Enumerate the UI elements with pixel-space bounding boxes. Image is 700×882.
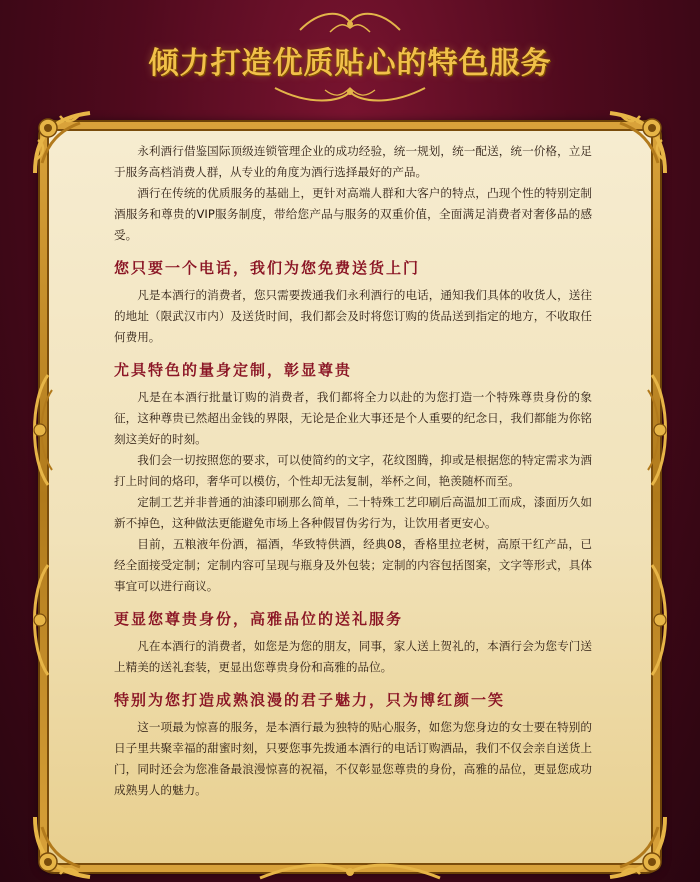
section-heading: 您只要一个电话，我们为您免费送货上门 <box>114 259 421 277</box>
section-paragraph: 凡在本酒行的消费者，如您是为您的朋友，同事，家人送上贺礼的，本酒行会为您专门送上精美的送礼套装，更显出您尊贵身份和高雅的品位。 <box>114 639 592 674</box>
side-ornament-icon <box>28 560 62 680</box>
intro-paragraph: 永利酒行借鉴国际顶级连锁管理企业的成功经验，统一规划，统一配送，统一价格，立足于服务高档消费人群，从专业的角度为酒行选择最好的产品。 <box>114 144 592 179</box>
corner-ornament-icon <box>600 812 670 882</box>
page-title: 倾力打造优质贴心的特色服务 <box>148 46 552 81</box>
gold-frame <box>40 122 660 872</box>
side-ornament-icon <box>638 560 672 680</box>
section-paragraph: 凡是在本酒行批量订购的消费者，我们都将全力以赴的为您打造一个特殊尊贵身份的象征，这种尊贵已然超出金钱的界限，无论是企业大事还是个人重要的纪念日，我们都能为你铭刻这美好的时刻。 <box>114 390 592 446</box>
section-paragraph: 目前，五粮液年份酒，福酒，华致特供酒，经典08，香格里拉老树，高原干红产品，已经全面接受定制；定制内容可呈现与瓶身及外包装；定制的内容包括图案，文字等形式，具体事宜可以进行商议。 <box>114 537 592 593</box>
corner-ornament-icon <box>600 108 670 178</box>
scroll-ornament-icon <box>290 8 410 36</box>
corner-ornament-icon <box>30 812 100 882</box>
section-paragraph: 凡是本酒行的消费者，您只需要拨通我们永利酒行的电话，通知我们具体的收货人，送往的地址（限武汉市内）及送货时间，我们都会及时将您订购的货品送到指定的地方，不收取任何费用。 <box>114 288 592 344</box>
content-body <box>114 141 592 801</box>
title-area <box>0 0 700 120</box>
scroll-ornament-icon <box>270 82 430 106</box>
section-heading: 尤具特色的量身定制，彰显尊贵 <box>114 361 353 379</box>
section-heading: 更显您尊贵身份，高雅品位的送礼服务 <box>114 610 404 628</box>
section-paragraph: 我们会一切按照您的要求，可以使简约的文字，花纹图腾，抑或是根据您的特定需求为酒打上时间的烙印，奢华可以模仿，个性却无法复制，举杯之间，艳羡随杯而至。 <box>114 453 592 488</box>
side-ornament-icon <box>638 370 672 490</box>
bottom-ornament-icon <box>250 860 450 882</box>
side-ornament-icon <box>28 370 62 490</box>
corner-ornament-icon <box>30 108 100 178</box>
content-panel <box>47 129 653 865</box>
intro-paragraph: 酒行在传统的优质服务的基础上，更针对高端人群和大客户的特点，凸现个性的特别定制酒服务和尊贵的VIP服务制度，带给您产品与服务的双重价值，全面满足消费者对奢侈品的感受。 <box>114 186 592 242</box>
section-paragraph: 这一项最为惊喜的服务，是本酒行最为独特的贴心服务，如您为您身边的女士要在特别的日子里共聚幸福的甜蜜时刻，只要您事先拨通本酒行的电话订购酒品，我们不仅会亲自送货上门，同时还会为您准备最浪漫惊喜的祝福，不仅彰显您尊贵的身份，高雅的品位，更显您成功成熟男人的魅力。 <box>114 720 592 797</box>
section-heading: 特别为您打造成熟浪漫的君子魅力，只为博红颜一笑 <box>114 691 506 709</box>
section-paragraph: 定制工艺并非普通的油漆印刷那么简单，二十特殊工艺印刷后高温加工而成，漆面历久如新不掉色，这种做法更能避免市场上各种假冒伪劣行为，让饮用者更安心。 <box>114 495 592 530</box>
